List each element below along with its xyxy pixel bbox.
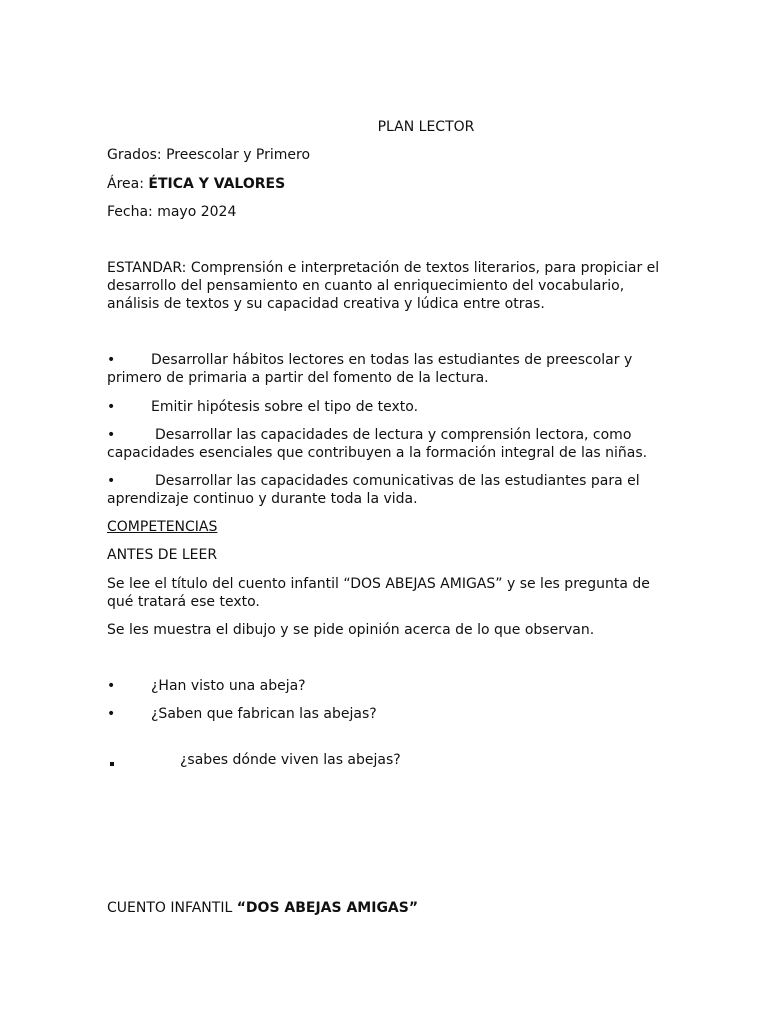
objetivo-item xyxy=(107,426,667,462)
objetivo-item xyxy=(107,351,667,387)
bullet-icon: • xyxy=(107,473,116,489)
antes-de-leer-heading: ANTES DE LEER xyxy=(107,547,218,563)
bullet-icon: • xyxy=(107,399,116,415)
cuento-title: “DOS ABEJAS AMIGAS” xyxy=(236,900,419,916)
document-title: PLAN LECTOR xyxy=(377,119,475,135)
pregunta-text: ¿Saben que fabrican las abejas? xyxy=(151,706,377,722)
parrafo-dibujo: Se les muestra el dibujo y se pide opinión acerca de lo que observan. xyxy=(107,622,595,638)
objetivo-item xyxy=(107,398,667,416)
cuento-label: CUENTO INFANTIL xyxy=(107,900,237,916)
competencias-heading: COMPETENCIAS xyxy=(107,519,218,535)
parrafo-titulo: Se lee el título del cuento infantil “DOS ABEJAS AMIGAS” y se les pregunta de qué tratará ese texto. xyxy=(107,576,650,610)
pregunta-extra: ¿sabes dónde viven las abejas? xyxy=(180,752,401,768)
bullet-icon: • xyxy=(107,678,116,694)
square-bullet-icon xyxy=(110,762,114,766)
area-label: Área: xyxy=(107,176,149,192)
objetivo-text: Desarrollar las capacidades de lectura y comprensión lectora, como capacidades esenciales que contribuyen a la formación integral de las niñas. xyxy=(107,427,648,461)
pregunta-text: ¿Han visto una abeja? xyxy=(151,678,306,694)
objetivo-text: Desarrollar hábitos lectores en todas las estudiantes de preescolar y primero de primaria a partir del fomento de la lectura. xyxy=(107,352,633,386)
area-line xyxy=(107,175,667,193)
grados-line: Grados: Preescolar y Primero xyxy=(107,147,311,163)
pregunta-item xyxy=(107,705,667,723)
bullet-icon: • xyxy=(107,427,116,443)
bullet-icon: • xyxy=(107,706,116,722)
area-value: ÉTICA Y VALORES xyxy=(148,176,286,192)
objetivo-item xyxy=(107,472,667,508)
estandar-paragraph: ESTANDAR: Comprensión e interpretación de textos literarios, para propiciar el desarrollo del pensamiento en cuanto al enriquecimiento del vocabulario, análisis de textos y su capacidad creativa y lúdica entre otras. xyxy=(107,260,660,312)
cuento-heading xyxy=(107,899,667,917)
pregunta-item xyxy=(107,677,667,695)
bullet-icon: • xyxy=(107,352,116,368)
fecha-line: Fecha: mayo 2024 xyxy=(107,204,237,220)
objetivo-text: Desarrollar las capacidades comunicativas de las estudiantes para el aprendizaje continuo y durante toda la vida. xyxy=(107,473,640,507)
objetivo-text: Emitir hipótesis sobre el tipo de texto. xyxy=(151,399,419,415)
